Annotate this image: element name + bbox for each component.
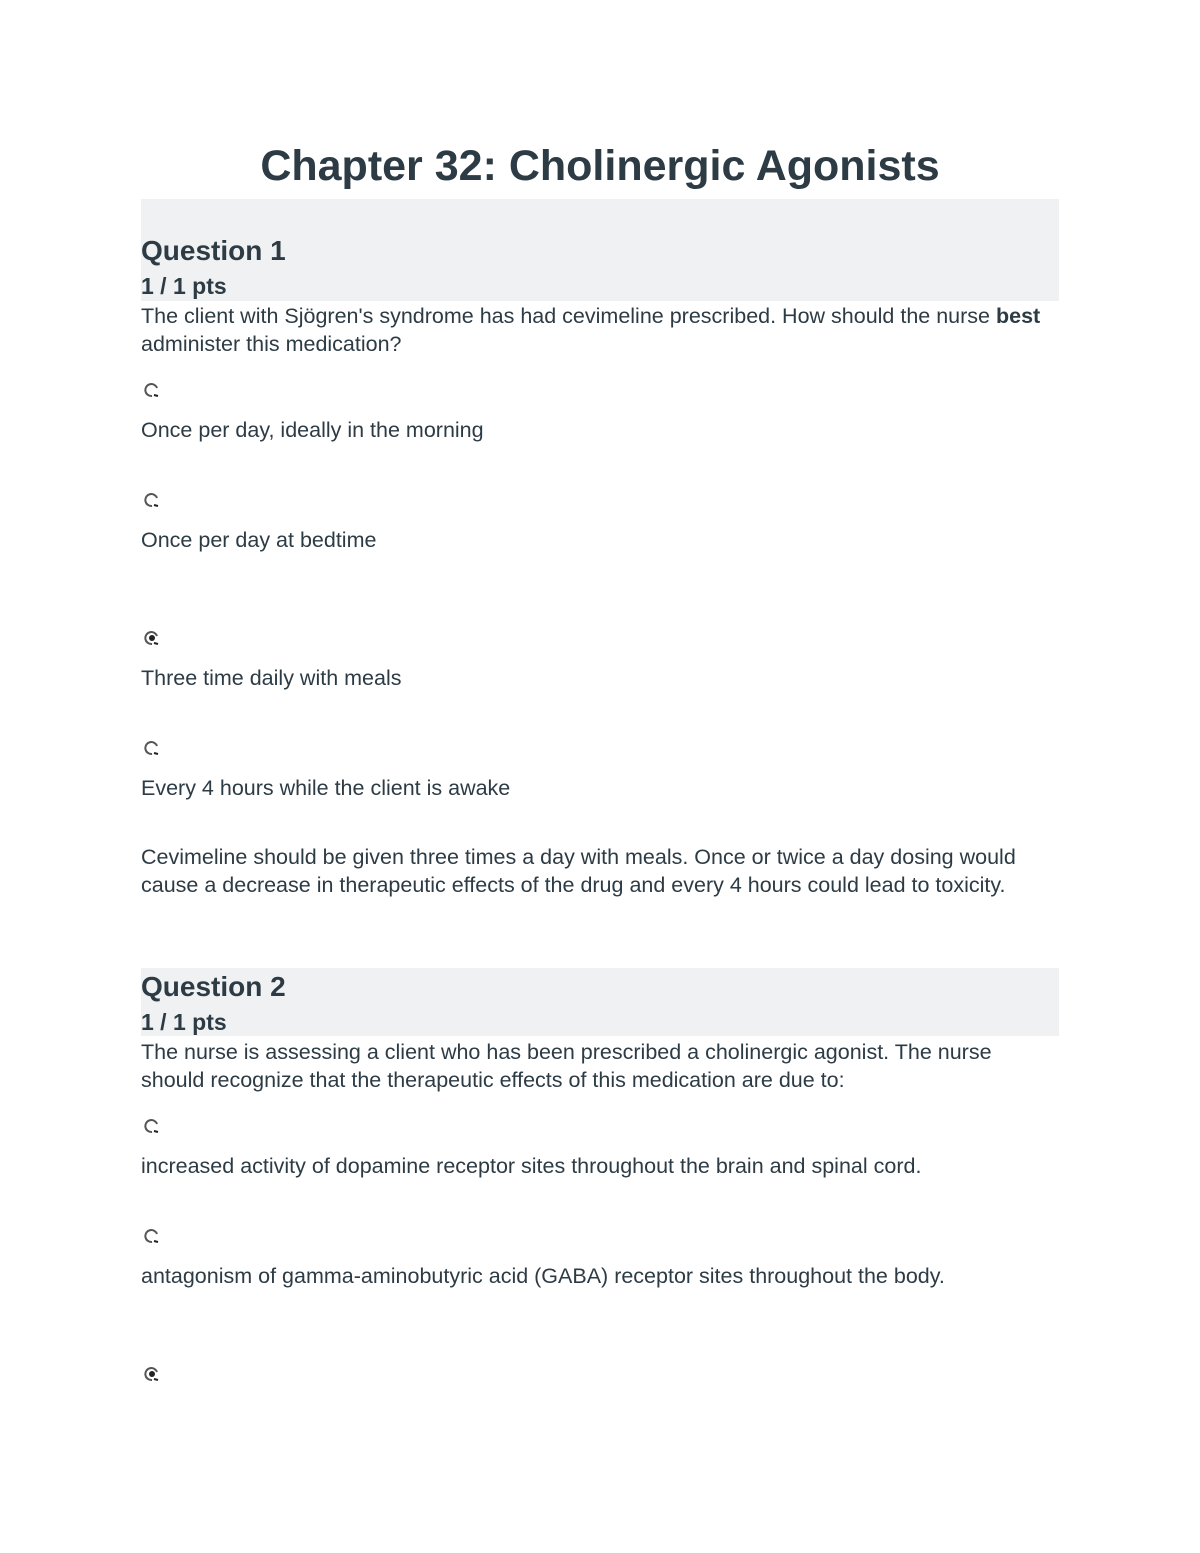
radio-button-selected[interactable] bbox=[144, 1366, 160, 1382]
answer-option[interactable]: Every 4 hours while the client is awake bbox=[141, 776, 511, 800]
radio-button-selected[interactable] bbox=[144, 630, 160, 646]
question-1-header bbox=[141, 199, 1059, 301]
question-2-points: 1 / 1 pts bbox=[141, 1009, 227, 1035]
radio-button-unselected[interactable] bbox=[144, 740, 160, 756]
page-title: Chapter 32: Cholinergic Agonists bbox=[260, 142, 940, 190]
question-1-title: Question 1 bbox=[141, 235, 286, 266]
radio-button-unselected[interactable] bbox=[144, 492, 160, 508]
question-1-points: 1 / 1 pts bbox=[141, 273, 227, 299]
question-1-text: The client with Sjögren's syndrome has had cevimeline prescribed. How should the nurse best administer this medication? bbox=[141, 304, 1041, 356]
answer-option[interactable]: Once per day, ideally in the morning bbox=[141, 418, 484, 442]
question-2-header bbox=[141, 968, 1059, 1036]
question-2-text: The nurse is assessing a client who has been prescribed a cholinergic agonist. The nurse should recognize that the therapeutic effects of this medication are due to: bbox=[141, 1040, 992, 1092]
question-1-emphasis: best bbox=[995, 304, 1041, 328]
radio-button-unselected[interactable] bbox=[144, 1228, 160, 1244]
answer-option[interactable]: antagonism of gamma-aminobutyric acid (GABA) receptor sites throughout the body. bbox=[141, 1264, 945, 1288]
radio-button-unselected[interactable] bbox=[144, 382, 160, 398]
question-1-feedback: Cevimeline should be given three times a day with meals. Once or twice a day dosing would cause a decrease in therapeutic effects of the drug and every 4 hours could lead to toxicity. bbox=[141, 845, 1016, 897]
answer-option[interactable]: increased activity of dopamine receptor sites throughout the brain and spinal cord. bbox=[141, 1154, 922, 1178]
answer-option[interactable]: Once per day at bedtime bbox=[141, 528, 377, 552]
answer-option-selected[interactable]: Three time daily with meals bbox=[141, 666, 402, 690]
radio-button-unselected[interactable] bbox=[144, 1118, 160, 1134]
question-2-title: Question 2 bbox=[141, 971, 286, 1002]
